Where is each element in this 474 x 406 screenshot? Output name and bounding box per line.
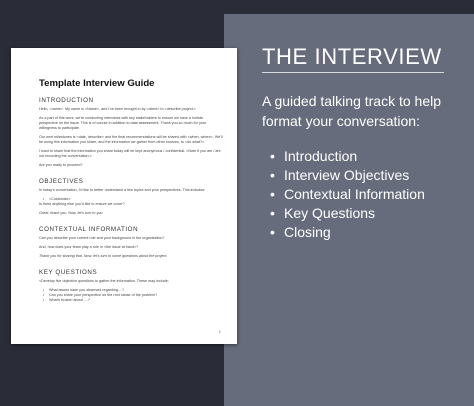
panel-subtitle: A guided talking track to help format your conversation: — [262, 93, 442, 129]
objectives-heading: OBJECTIVES — [39, 178, 84, 185]
introduction-heading: INTRODUCTION — [39, 97, 94, 104]
intro-paragraph: As a part of this work, we're conducting interviews with key stakeholders to ensure we have a holistic perspective on the issue. This is of course in addition to data assessment. Thank you so much for your willingness to participate. — [39, 116, 207, 130]
objectives-paragraph: In today's conversation, I'd like to better understand a few topics and your perspectives. This includes: — [39, 188, 206, 192]
key-question-bullet: • What's broken about ....? — [39, 298, 223, 303]
key-questions-paragraph: <Develop five objective questions to gather the information. These may include: — [39, 279, 169, 283]
contextual-paragraph: And, how does your team play a role in <the issue at hand>? — [39, 245, 139, 249]
panel-list-item: • Introduction — [268, 147, 425, 166]
objectives-transition: Great, thank you. Now, let's turn to you. — [39, 211, 104, 215]
document-title: Template Interview Guide — [39, 78, 155, 89]
key-question-bullet: • What issues have you observed regarding....? — [39, 288, 223, 293]
intro-paragraph: Hello, <name>. My name is <Name>, and I've been brought in by <client> to <describe project.> — [39, 107, 196, 111]
objectives-bullet: • <Customize> — [39, 197, 223, 202]
intro-paragraph: Our next milestones is <date, describe> and the final recommendations will be shared with <when, where>. We'll be using this information you share, and the information we gather from other sources, to <do what?>. — [39, 135, 223, 144]
panel-list-item: • Key Questions — [268, 204, 425, 223]
panel-list — [268, 147, 425, 242]
page-number: 1 — [218, 329, 221, 334]
intro-paragraph: Are you ready to proceed? — [39, 163, 83, 167]
panel-list-item: • Closing — [268, 223, 425, 242]
key-question-bullet: • Can you share your perspective on the root cause of the problem? — [39, 293, 223, 298]
panel-title: THE INTERVIEW — [262, 44, 442, 69]
contextual-transition: Thank you for sharing that. Now, let's turn to some questions about the project. — [39, 254, 168, 258]
panel-list-item: • Contextual Information — [268, 185, 425, 204]
key-questions-heading: KEY QUESTIONS — [39, 269, 98, 276]
title-divider — [262, 72, 444, 73]
contextual-paragraph: Can you describe your current role and your background in the organization? — [39, 236, 165, 240]
panel-list-item: • Interview Objectives — [268, 166, 425, 185]
intro-paragraph: I want to share that the information you share today will be kept anonymous / confidential. <Note if you are / are not recording the conversation.> — [39, 149, 221, 158]
objectives-paragraph: Is there anything else you'd like to ensure we cover? — [39, 202, 125, 206]
document-page — [11, 48, 237, 344]
contextual-heading: CONTEXTUAL INFORMATION — [39, 226, 139, 233]
